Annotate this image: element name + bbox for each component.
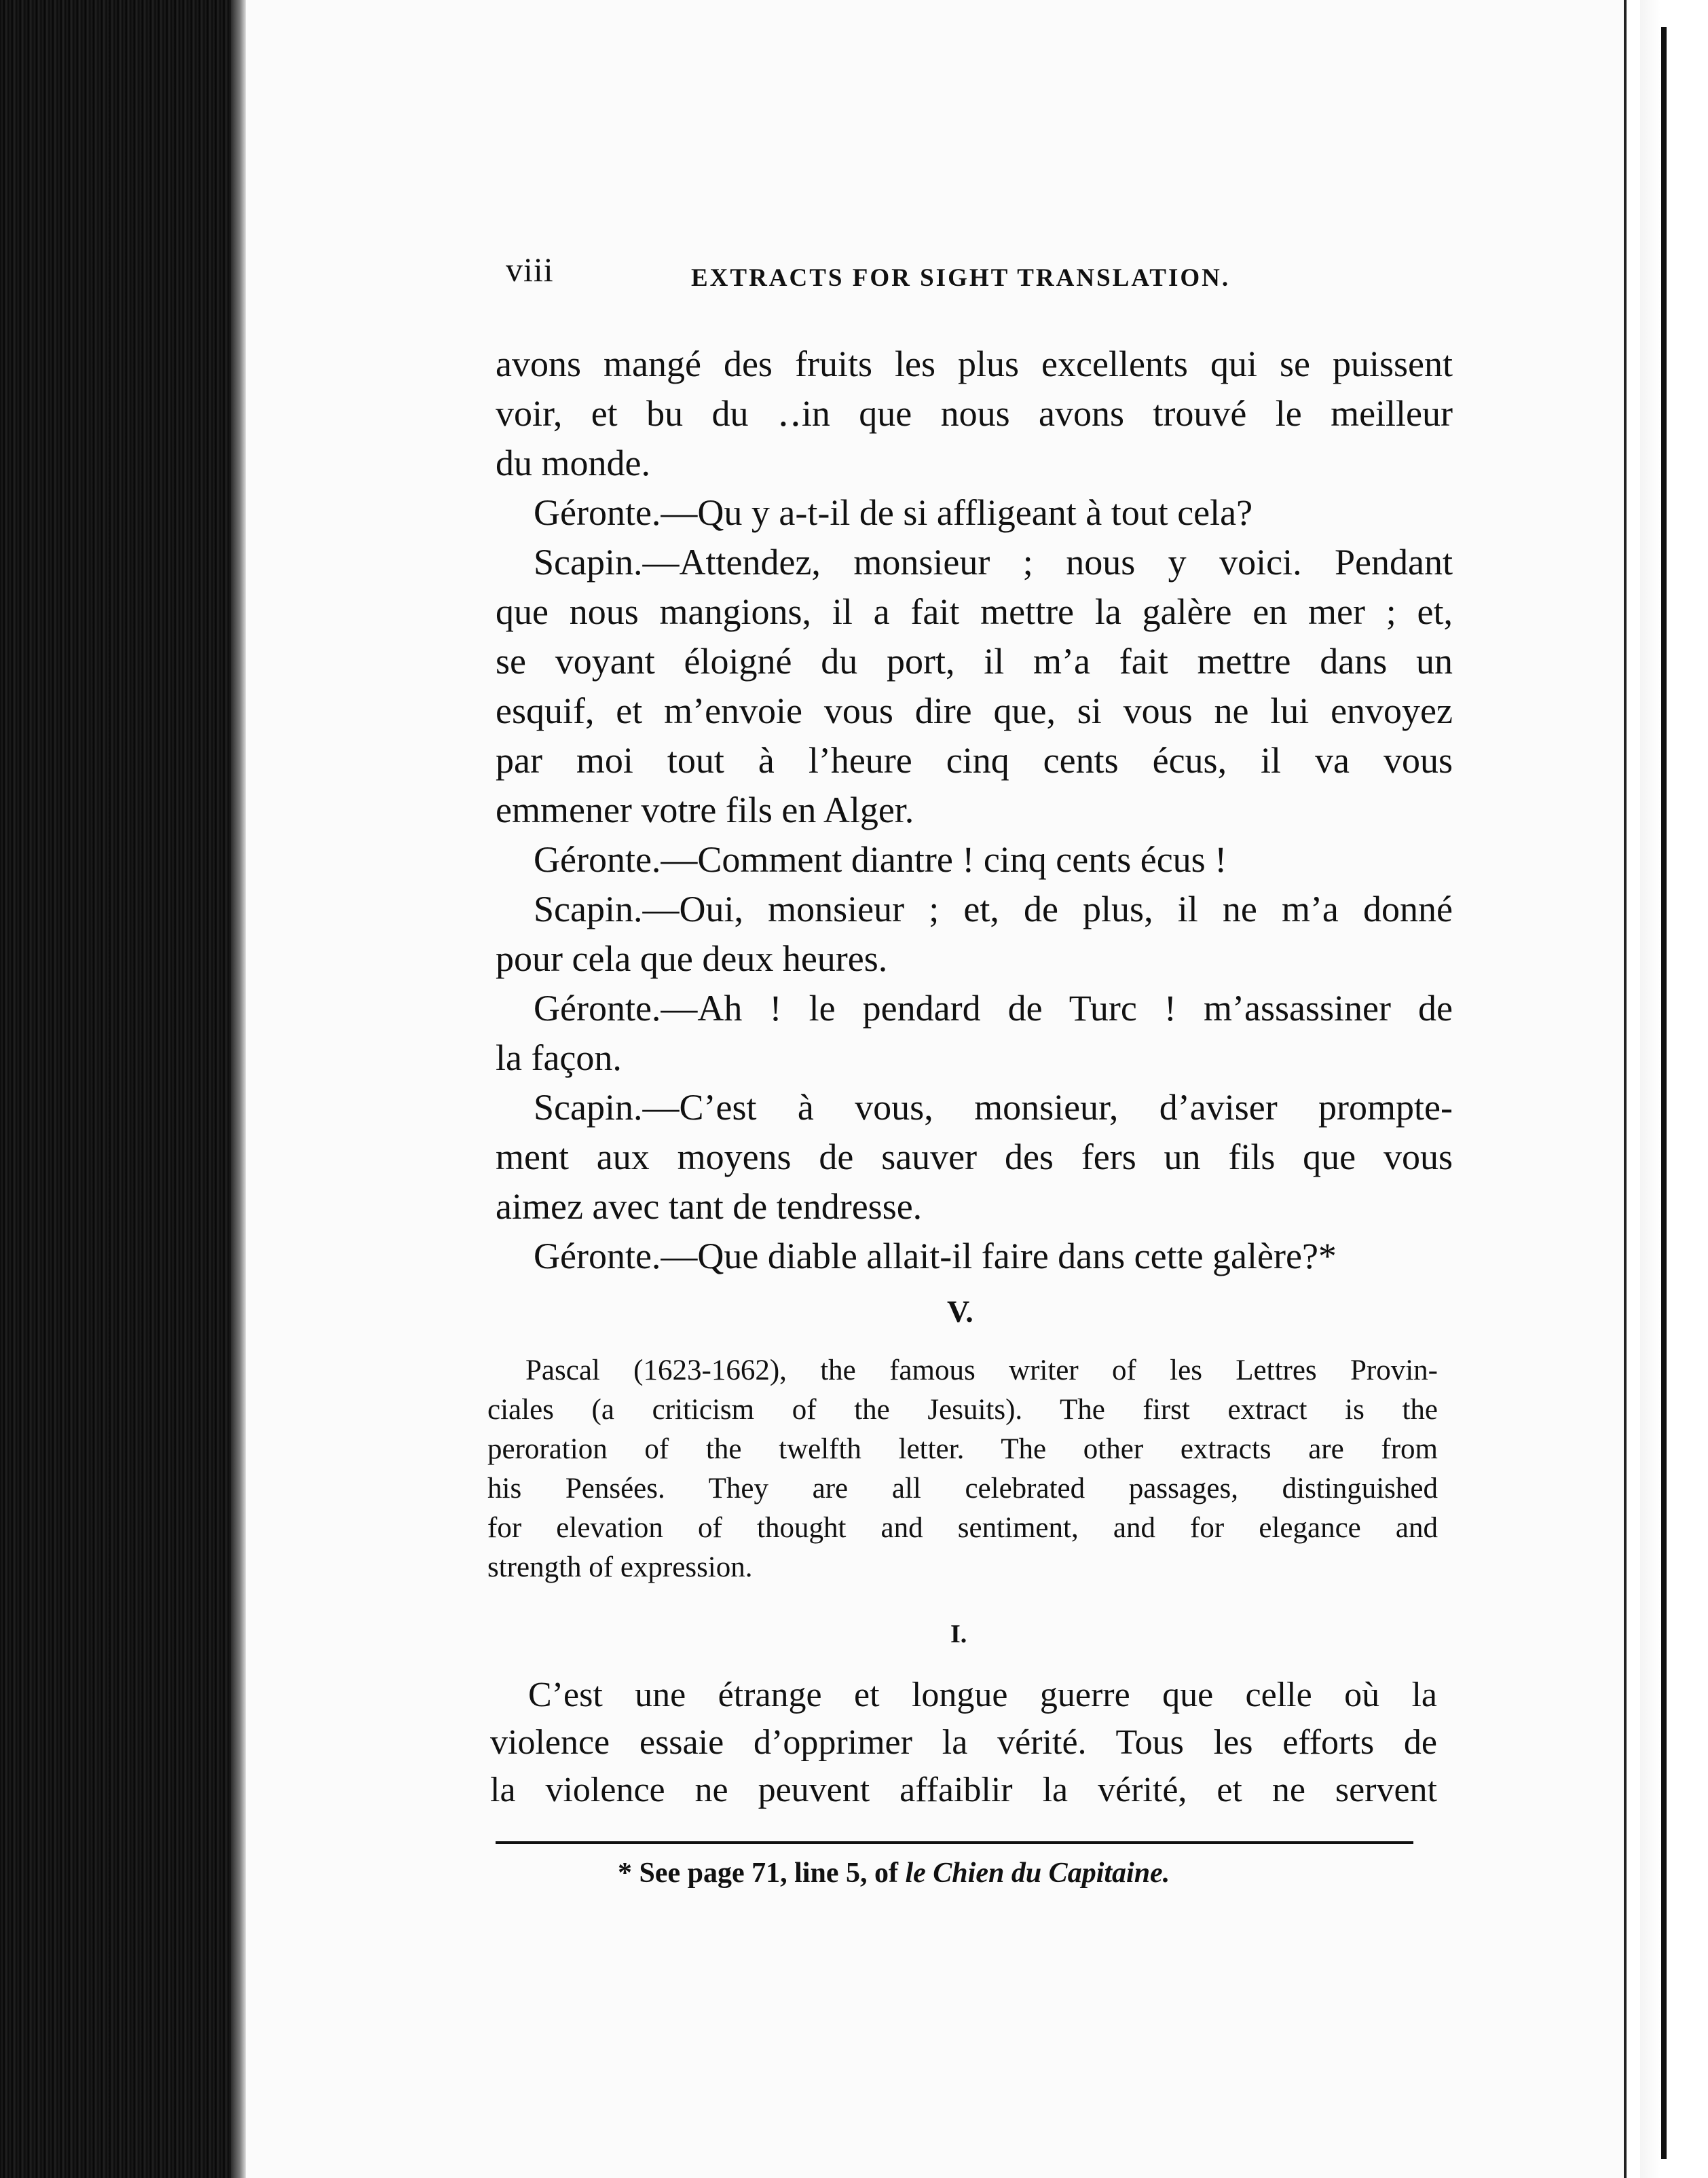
text-line: par moi tout à l’heure cinq cents écus, il va vous — [496, 740, 1453, 781]
speech-geronte: Géronte.—Qu y a-t-il de si affligeant à tout cela? — [534, 492, 1253, 533]
extract-line: C’est une étrange et longue guerre que celle où la — [528, 1676, 1437, 1714]
right-page-edge — [1624, 0, 1640, 2178]
text-line: du monde. — [496, 443, 650, 483]
footnote-title: le Chien du Capitaine. — [905, 1858, 1170, 1889]
extract-text — [490, 1672, 1437, 1814]
text-line: aimez avec tant de tendresse. — [496, 1186, 923, 1227]
intro-line: for elevation of thought and sentiment, and for elegance and — [487, 1512, 1438, 1544]
text-line: esquif, et m’envoie vous dire que, si vous ne lui envoyez — [496, 690, 1453, 731]
page-number: viii — [506, 251, 554, 289]
extract-line: la violence ne peuvent affaiblir la vérité, et ne servent — [490, 1771, 1437, 1809]
text-line: pour cela que deux heures. — [496, 938, 888, 979]
footnote-rule — [496, 1841, 1413, 1844]
dialogue-block — [496, 339, 1453, 1281]
text-line: que nous mangions, il a fait mettre la galère en mer ; et, — [496, 591, 1453, 632]
footnote-text: See page 71, line 5, of — [639, 1858, 898, 1889]
text-line: voir, et bu du ‥in que nous avons trouvé le meilleur — [496, 393, 1453, 434]
intro-line: peroration of the twelfth letter. The other extracts are from — [487, 1433, 1438, 1465]
extract-line: violence essaie d’opprimer la vérité. Tous les efforts de — [490, 1723, 1437, 1762]
text-line: avons mangé des fruits les plus excellents qui se puissent — [496, 344, 1453, 384]
text-line: ment aux moyens de sauver des fers un fils que vous — [496, 1137, 1453, 1177]
intro-line: his Pensées. They are all celebrated passages, distinguished — [487, 1473, 1438, 1505]
speech-geronte: Géronte.—Comment diantre ! cinq cents écus ! — [534, 839, 1227, 880]
page-gutter-shadow — [231, 0, 246, 2178]
intro-line: strength of expression. — [487, 1551, 753, 1583]
book-spine-edge — [0, 0, 238, 2178]
text-line: la façon. — [496, 1037, 622, 1078]
intro-line: ciales (a criticism of the Jesuits). The first extract is the — [487, 1394, 1438, 1426]
next-page-edge — [1661, 27, 1667, 2159]
speech-scapin: Scapin.—Oui, monsieur ; et, de plus, il ne m’a donné — [534, 889, 1453, 929]
footnote-marker: * — [618, 1858, 632, 1889]
speech-geronte: Géronte.—Ah ! le pendard de Turc ! m’assassiner de — [534, 988, 1453, 1029]
speech-scapin: Scapin.—Attendez, monsieur ; nous y voici. Pendant — [534, 542, 1453, 583]
speech-scapin: Scapin.—C’est à vous, monsieur, d’aviser prompte- — [534, 1087, 1453, 1128]
section-numeral-v: V. — [947, 1294, 973, 1329]
extract-numeral-i: I. — [950, 1620, 967, 1648]
footnote — [618, 1857, 1170, 1889]
running-head: EXTRACTS FOR SIGHT TRANSLATION. — [691, 264, 1231, 292]
intro-line: Pascal (1623-1662), the famous writer of les Lettres Provin- — [525, 1354, 1438, 1386]
text-line: emmener votre fils en Alger. — [496, 790, 914, 830]
pascal-introduction — [487, 1351, 1438, 1587]
right-margin — [1640, 0, 1708, 2178]
text-line: se voyant éloigné du port, il m’a fait mettre dans un — [496, 641, 1453, 682]
speech-geronte: Géronte.—Que diable allait-il faire dans cette galère?* — [534, 1236, 1337, 1276]
